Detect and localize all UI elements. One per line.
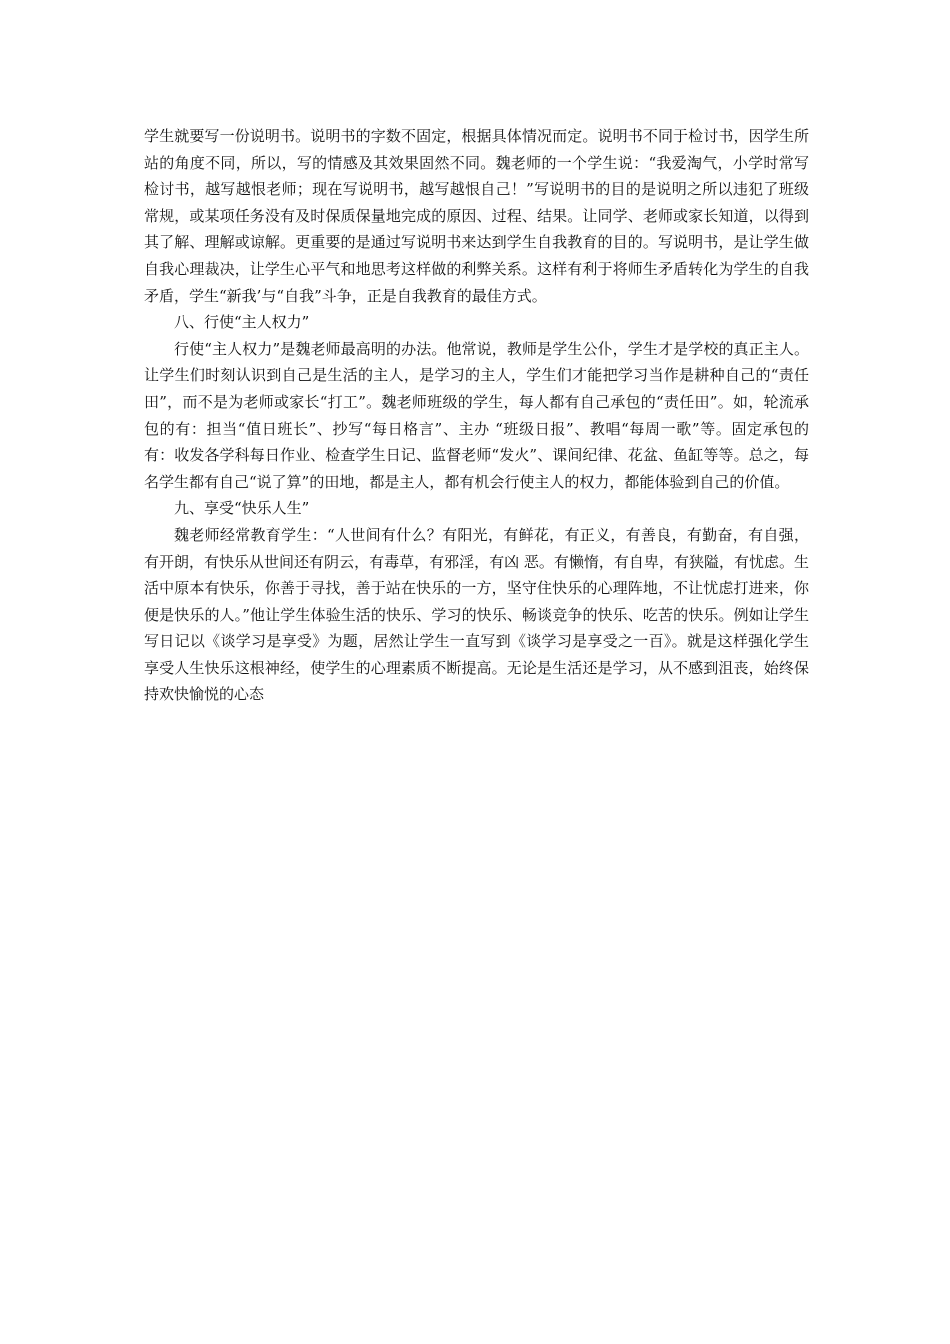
paragraph-owner-rights: 行使“主人权力”是魏老师最高明的办法。他常说，教师是学生公仆，学生才是学校的真正主人。让学生们时刻认识到自己是生活的主人，是学习的主人，学生们才能把学习当作是耕种自己的“责任田”，而不是为老师或家长“打工”。魏老师班级的学生，每人都有自己承包的“责任田”。如，轮流承包的有：担当“值日班长”、抄写“每日格言”、主办 “班级日报”、教唱“每周一歌”等。固定承包的有：收发各学科每日作业、检查学生日记、监督老师“发火”、课间纪律、花盆、鱼缸等等。总之，每名学生都有自己“说了算”的田地，都是主人，都有机会行使主人的权力，都能体验到自己的价值。	[144, 339, 809, 491]
section-heading-nine: 九、享受“快乐人生”	[174, 499, 310, 518]
paragraph-explanation-letter: 学生就要写一份说明书。说明书的字数不固定，根据具体情况而定。说明书不同于检讨书，因学生所站的角度不同，所以，写的情感及其效果固然不同。魏老师的一个学生说：“我爱淘气，小学时常写检讨书，越写越恨老师；现在写说明书，越写越恨自己！”写说明书的目的是说明之所以违犯了班级常规，或某项任务没有及时保质保量地完成的原因、过程、结果。让同学、老师或家长知道，以得到其了解、理解或谅解。更重要的是通过写说明书来达到学生自我教育的目的。写说明书，是让学生做自我心理裁决，让学生心平气和地思考这样做的利弊关系。这样有利于将师生矛盾转化为学生的自我矛盾，学生“新我’与“自我”斗争，正是自我教育的最佳方式。	[144, 127, 809, 305]
paragraph-happy-life: 魏老师经常教育学生：“人世间有什么？有阳光，有鲜花，有正义，有善良，有勤奋，有自强，有开朗，有快乐从世间还有阴云，有毒草，有邪淫，有凶 恶。有懒惰，有自卑，有狭隘，有忧虑。生活中原本有快乐，你善于寻找，善于站在快乐的一方，坚守住快乐的心理阵地，不让忧虑打进来，你便是快乐的人。”他让学生体验生活的快乐、学习的快乐、畅谈竞争的快乐、吃苦的快乐。例如让学生写日记以《谈学习是享受》为题，居然让学生一直写到《谈学习是享受之一百》。就是这样强化学生享受人生快乐这根神经，使学生的心理素质不断提高。无论是生活还是学习，从不感到沮丧，始终保持欢快愉悦的心态	[144, 525, 809, 704]
document-body	[144, 123, 809, 708]
section-heading-eight: 八、行使“主人权力”	[174, 313, 310, 332]
